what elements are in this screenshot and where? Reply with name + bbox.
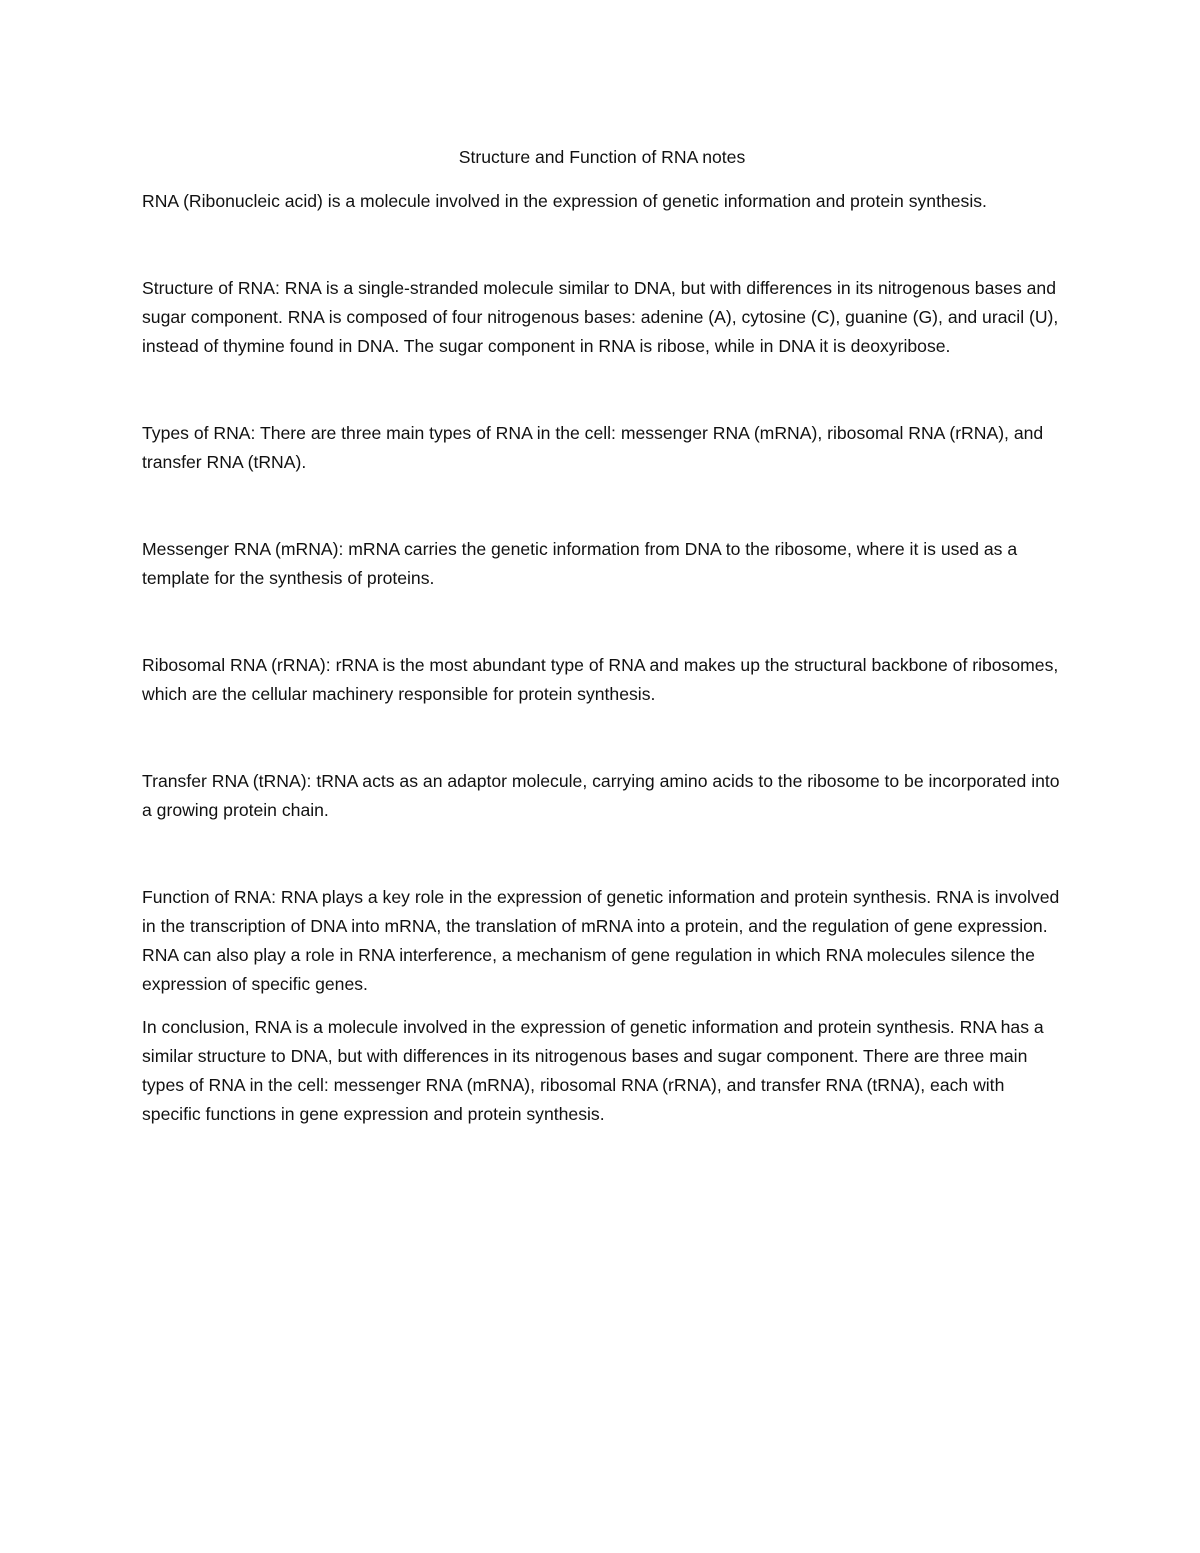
paragraph-mrna: Messenger RNA (mRNA): mRNA carries the genetic information from DNA to the ribosome, where it is used as a template for the synthesis of proteins. xyxy=(142,539,1018,588)
paragraph-structure: Structure of RNA: RNA is a single-stranded molecule similar to DNA, but with differences in its nitrogenous bases and sugar component. RNA is composed of four nitrogenous bases: adenine (A), cytosine (C), guanine (G), and uracil (U), instead of thymine found in DNA. The sugar component in RNA is ribose, while in DNA it is deoxyribose. xyxy=(142,278,1059,356)
paragraph-function: Function of RNA: RNA plays a key role in the expression of genetic information and protein synthesis. RNA is involved in the transcription of DNA into mRNA, the translation of mRNA into a protein, and the regulation of gene expression. RNA can also play a role in RNA interference, a mechanism of gene regulation in which RNA molecules silence the expression of specific genes. xyxy=(142,887,1060,994)
document-body xyxy=(142,143,1062,1129)
paragraph-conclusion: In conclusion, RNA is a molecule involved in the expression of genetic information and protein synthesis. RNA has a similar structure to DNA, but with differences in its nitrogenous bases and sugar component. There are three main types of RNA in the cell: messenger RNA (mRNA), ribosomal RNA (rRNA), and transfer RNA (tRNA), each with specific functions in gene expression and protein synthesis. xyxy=(142,1017,1044,1124)
paragraph-intro: RNA (Ribonucleic acid) is a molecule involved in the expression of genetic information and protein synthesis. xyxy=(142,191,987,211)
paragraph-rrna: Ribosomal RNA (rRNA): rRNA is the most abundant type of RNA and makes up the structural backbone of ribosomes, which are the cellular machinery responsible for protein synthesis. xyxy=(142,655,1059,704)
paragraph-types: Types of RNA: There are three main types of RNA in the cell: messenger RNA (mRNA), ribosomal RNA (rRNA), and transfer RNA (tRNA). xyxy=(142,423,1044,472)
page-title: Structure and Function of RNA notes xyxy=(458,147,746,167)
paragraph-trna: Transfer RNA (tRNA): tRNA acts as an adaptor molecule, carrying amino acids to the ribosome to be incorporated into a growing protein chain. xyxy=(142,771,1060,820)
